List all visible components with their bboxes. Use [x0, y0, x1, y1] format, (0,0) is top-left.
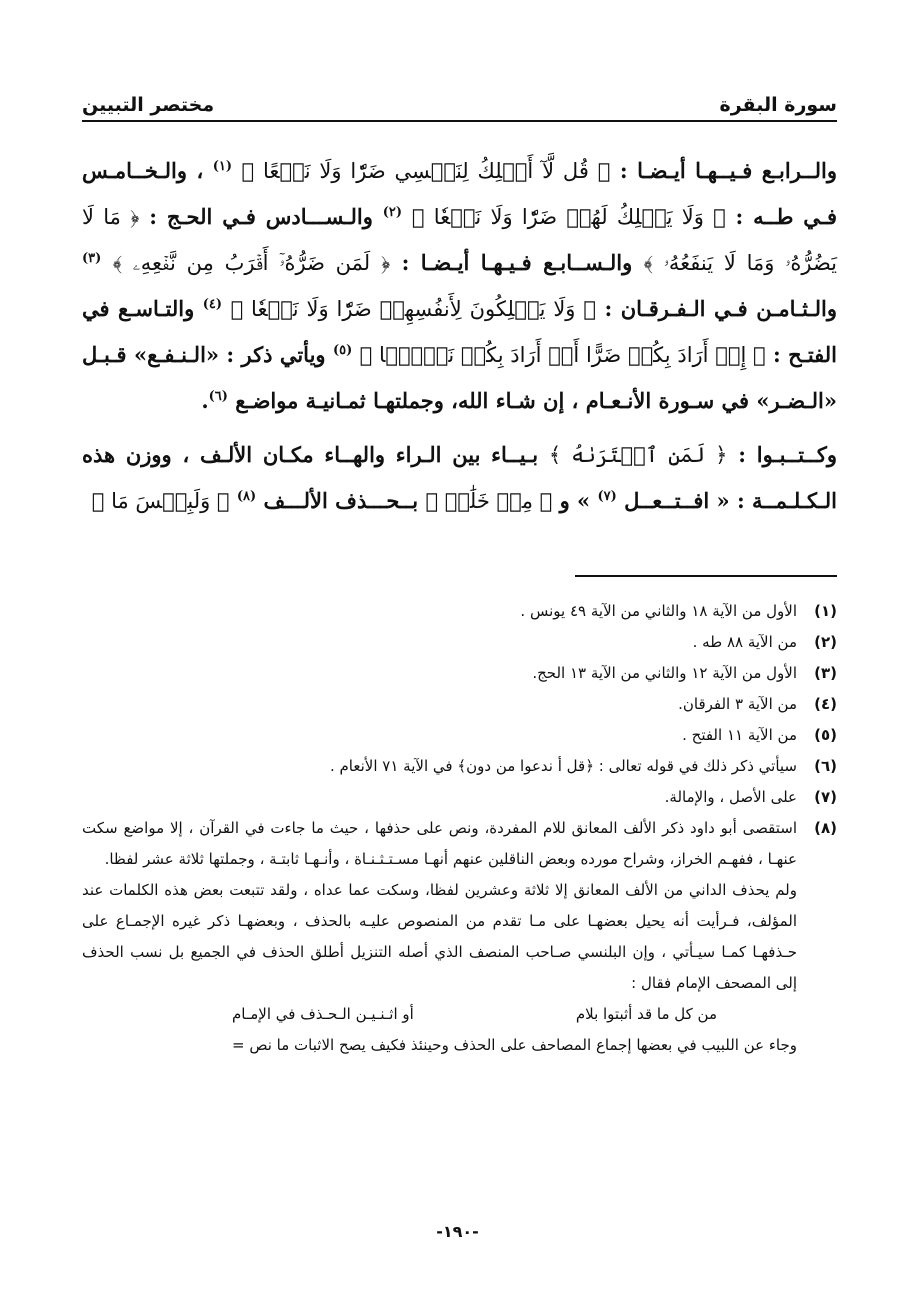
quran-verse: ﴿ مِنۡ خَلَٰقٖ ﴾ [425, 489, 553, 513]
main-text [82, 148, 837, 524]
text-run: بــحـــذف الألـــف [263, 488, 426, 513]
footnote-text: استقصى أبو داود ذكر الألف المعانق للام المفردة، ونص على حذفها ، حيث ما جاءت في القرآن ، إلا مواضع سكت عنهـا ، ففهـم الخراز، وشراح مورده وبعض الناقلين عنهم أنهـا مسـتـثـنـاة ، وأنـهـا ثابتـة ، وجملتها ثلاثة عشر لفظا. [82, 819, 797, 868]
text-run: والـســابـع فـيـهـا أيـضـا : [390, 250, 644, 275]
text-run: والتـاسـع في الفتـح : [82, 296, 838, 367]
text-run: والـثـامـن فـي الـفـرقـان : [595, 296, 837, 321]
quran-verse: ﴿ مَا لَا يَضُرُّهُۥ وَمَا لَا يَنفَعُهُۥ ﴾ [82, 205, 838, 275]
footnote [82, 596, 837, 627]
footnote [82, 751, 837, 782]
quran-verse: ﴿ وَلَا يَمۡلِكُونَ لِأَنفُسِهِمۡ ضَرّٗا وَلَا نَفۡعٗا ﴾ [230, 297, 596, 321]
footnote-ref[interactable]: (١) [212, 159, 233, 174]
footnote-number: (٤) [814, 695, 837, 713]
footnote-text: من الآية ٣ الفرقان. [678, 695, 797, 713]
footnote [82, 782, 837, 813]
quran-verse: ﴿ وَلَا يَمۡلِكُ لَهُمۡ ضَرّٗا وَلَا نَفۡعٗا ﴾ [411, 205, 726, 229]
footnote-text: على الأصل ، والإمالة. [664, 788, 797, 806]
footnote-number: (١) [814, 602, 837, 620]
footnote [82, 658, 837, 689]
footnote [82, 813, 837, 875]
text-run: ، والـخــامـس فـي طــه : [82, 158, 837, 229]
footnote [82, 627, 837, 658]
running-header [82, 80, 837, 122]
text-run: . [201, 388, 209, 413]
page-number: -١٩٠- [436, 1222, 479, 1241]
poem-verse [232, 999, 717, 1030]
footnote-ref[interactable]: (٢) [382, 205, 403, 220]
footnote-text: من الآية ١١ الفتح . [682, 726, 797, 744]
footnote-separator [575, 575, 837, 577]
text-run: ويأتي ذكر : «الـنـفـع» قـبـل «الـضـر» في سـورة الأنـعـام ، إن شـاء الله، وجملتهـا ثمـانيـة مواضـع [82, 342, 837, 413]
text-run: » و [552, 488, 598, 513]
footnote-ref[interactable]: (٧) [597, 489, 617, 504]
footnote [82, 689, 837, 720]
text-run: وكــتــبـوا : [727, 442, 837, 467]
footnote-ref[interactable]: (٤) [202, 297, 223, 312]
footnote-ref[interactable]: (٥) [332, 343, 353, 358]
poem-hemistich-right: من كل ما قد أثبتوا بلام [575, 1005, 717, 1023]
paragraph-1 [82, 148, 837, 424]
footnote [82, 720, 837, 751]
footnote-text: الأول من الآية ١٨ والثاني من الآية ٤٩ يونس . [520, 602, 797, 620]
paragraph-2 [82, 432, 837, 524]
footnotes [82, 596, 837, 1061]
footnote-text: سيأتي ذكر ذلك في قوله تعالى : ﴿قل أ ندعوا من دون﴾ في الآية ٧١ الأنعام . [329, 757, 797, 775]
footnote-text: الأول من الآية ١٢ والثاني من الآية ١٣ الحج. [532, 664, 797, 682]
footnote-ref[interactable]: (٣) [82, 251, 102, 266]
poem-hemistich-left: أو اثـنـيـن الـحـذف في الإمـام [232, 1005, 414, 1023]
footnote-ref[interactable]: (٦) [208, 389, 228, 404]
header-book-title: مختصر التبيين [82, 94, 215, 116]
footnote-number: (٧) [814, 788, 837, 806]
quran-verse: ﴿ إِنۡ أَرَادَ بِكُمۡ ضَرًّا أَوۡ أَرَادَ بِكُمۡ نَفۡعَۢا ﴾ [359, 343, 766, 367]
quran-verse: ﴿ قُل لَّآ أَمۡلِكُ لِنَفۡسِي ضَرّٗا وَلَا نَفۡعًا ﴾ [241, 159, 611, 183]
text-run: والـســـادس فـي الحـج : [139, 204, 383, 229]
header-surah-title: سورة البقرة [719, 94, 837, 116]
quran-verse: ﴿ لَمَن ضَرُّهُۥٓ أَقۡرَبُ مِن نَّفۡعِهِۦ ﴾ [112, 251, 391, 275]
footnote-number: (٦) [814, 757, 837, 775]
text-run: والــرابـع فـيــهـا أيـضـا : [610, 158, 838, 183]
footnote-continuation-last: وجاء عن اللبيب في بعضها إجماع المصاحف على الحذف وحينئذ فكيف يصح الاثبات ما نص = [232, 1036, 797, 1054]
text-run: بـيــاء بين الـراء والهــاء مكـان الألـف ، ووزن هذه الـكـلـمــة : « افــتــعــل [82, 442, 837, 513]
footnote-number: (٥) [814, 726, 837, 744]
footnote-number: (٨) [814, 819, 837, 837]
footnote-ref[interactable]: (٨) [236, 489, 257, 504]
footnote-text: من الآية ٨٨ طه . [692, 633, 797, 651]
footnote-number: (٢) [814, 633, 837, 651]
footnote-continuation: ولم يحذف الداني من الألف المعانق إلا ثلاثة وعشرين لفظا، وسكت عما عداه ، ولقد تتبعت بعض هذه الكلمات عند المؤلف، فـرأيت أنه يحيل بعضهـا على مـا تقدم من المنصوص عليـه بالحذف ، وبعضهـا ذكر غيره الإجمـاع على حـذفهـا كمـا سيـأتي ، وإن البلنسي صـاحب المنصف الذي أصله التنزيل أطلق الحذف في الجميع بل نسب الحذف إلى المصحف الإمام فقال : [82, 881, 797, 992]
quran-verse: ﴿ وَلَبِئۡسَ مَا ﴾ [91, 489, 230, 513]
quran-verse: ﴿ لَمَنِ ٱشۡتَرَىٰهُ ﴾ [548, 443, 728, 467]
footnote-number: (٣) [814, 664, 837, 682]
